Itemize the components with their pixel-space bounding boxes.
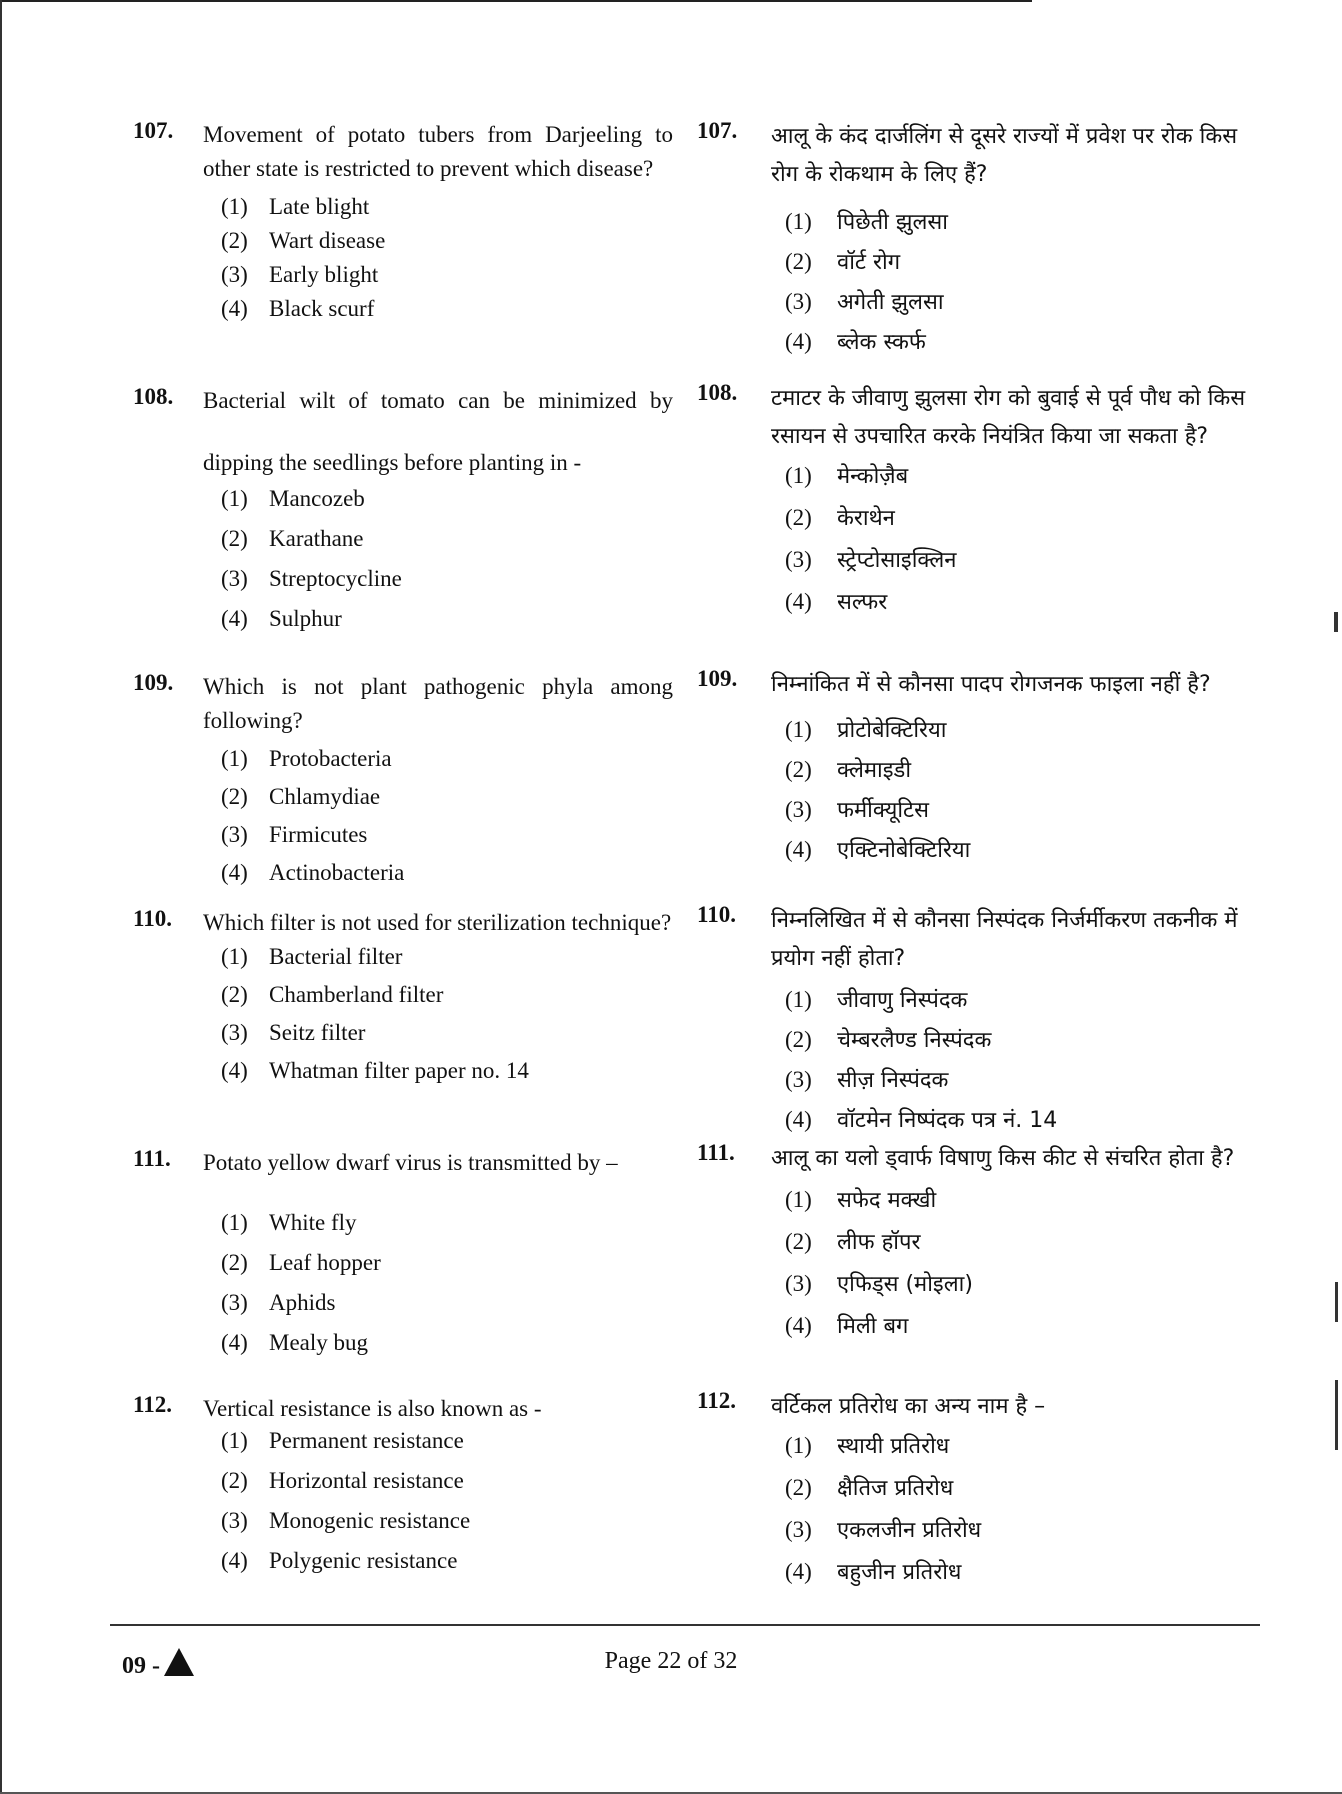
option-2: (2) चेम्बरलैण्ड निस्पंदक — [785, 1027, 992, 1053]
question-text: निम्नांकित में से कौनसा पादप रोगजनक फाइला नहीं है? — [771, 672, 1211, 697]
option-1: (1) White fly — [221, 1210, 357, 1235]
option-4: (4) Whatman filter paper no. 14 — [221, 1058, 529, 1083]
option-4: (4) मिली बग — [785, 1313, 909, 1339]
option-1: (1) स्थायी प्रतिरोध — [785, 1433, 950, 1459]
option-1: (1) Mancozeb — [221, 486, 365, 511]
option-1: (1) Bacterial filter — [221, 944, 403, 969]
option-3: (3) एफिड्स (मोइला) — [785, 1271, 973, 1297]
scan-margin-mark — [1335, 1380, 1338, 1450]
question-text: Vertical resistance is also known as - — [203, 1396, 542, 1421]
option-3: (3) अगेती झुलसा — [785, 289, 944, 315]
question-number: 111. — [133, 1146, 171, 1171]
page-left-border — [0, 0, 2, 1794]
question-111-en — [133, 1146, 693, 1355]
question-number: 108. — [697, 380, 738, 405]
option-3: (3) Firmicutes — [221, 822, 368, 847]
option-3: (3) Monogenic resistance — [221, 1508, 471, 1533]
question-number: 111. — [697, 1140, 735, 1165]
option-3: (3) स्ट्रेप्टोसाइक्लिन — [785, 547, 957, 573]
question-number: 108. — [133, 384, 174, 409]
option-3: (3) Seitz filter — [221, 1020, 366, 1045]
question-109-hi — [697, 666, 1247, 863]
question-number: 109. — [697, 666, 738, 691]
question-112-en — [133, 1392, 693, 1573]
option-4: (4) Actinobacteria — [221, 860, 405, 885]
option-3: (3) Streptocycline — [221, 566, 402, 591]
option-4: (4) Sulphur — [221, 606, 342, 631]
page-number: Page 22 of 32 — [604, 1648, 738, 1674]
option-2: (2) Horizontal resistance — [221, 1468, 464, 1493]
question-111-hi — [697, 1140, 1247, 1339]
option-2: (2) Leaf hopper — [221, 1250, 381, 1275]
option-4: (4) Polygenic resistance — [221, 1548, 458, 1573]
question-text: आलू के कंद दार्जलिंग से दूसरे राज्यों में प्रवेश पर रोक किस रोग के रोकथाम के लिए हैं? — [771, 124, 1238, 187]
question-108-hi — [697, 380, 1247, 615]
option-1: (1) मेन्कोज़ैब — [785, 463, 909, 489]
question-number: 112. — [133, 1392, 172, 1417]
option-2: (2) Wart disease — [221, 228, 386, 253]
question-text: टमाटर के जीवाणु झुलसा रोग को बुवाई से पूर्व पौध को किस रसायन से उपचारित करके नियंत्रित किया जा सकता है? — [771, 386, 1246, 449]
question-number: 110. — [133, 906, 172, 931]
option-4: (4) वॉटमेन निष्पंदक पत्र नं. 14 — [785, 1107, 1058, 1133]
option-3: (3) Aphids — [221, 1290, 336, 1315]
option-2: (2) केराथेन — [785, 505, 895, 531]
question-number: 109. — [133, 670, 174, 695]
option-4: (4) Black scurf — [221, 296, 375, 321]
option-1: (1) सफेद मक्खी — [785, 1187, 937, 1213]
option-4: (4) बहुजीन प्रतिरोध — [785, 1559, 962, 1585]
option-2: (2) क्लेमाइडी — [785, 757, 912, 783]
page-top-border — [0, 0, 1032, 2]
question-number: 107. — [697, 118, 738, 143]
option-3: (3) सीज़ निस्पंदक — [785, 1067, 949, 1093]
question-text: Which is not plant pathogenic phyla among following? — [203, 674, 673, 733]
footer-rule — [110, 1624, 1260, 1626]
question-number: 107. — [133, 118, 174, 143]
option-1: (1) जीवाणु निस्पंदक — [785, 987, 968, 1013]
option-4: (4) सल्फर — [785, 589, 888, 615]
question-112-hi — [697, 1388, 1247, 1585]
question-text: Which filter is not used for sterilization technique? — [203, 910, 672, 935]
option-4: (4) एक्टिनोबेक्टिरिया — [785, 837, 971, 863]
question-107-hi — [697, 118, 1247, 355]
question-number: 110. — [697, 902, 736, 927]
option-3: (3) Early blight — [221, 262, 379, 287]
question-109-en — [133, 670, 693, 885]
option-1: (1) Late blight — [221, 194, 370, 219]
option-2: (2) Karathane — [221, 526, 364, 551]
scan-margin-mark — [1335, 1282, 1338, 1322]
question-108-en — [133, 384, 693, 631]
question-text: Bacterial wilt of tomato can be minimized by dipping the seedlings before planting in - — [203, 388, 673, 475]
option-4: (4) ब्लेक स्कर्फ — [785, 329, 926, 355]
option-1: (1) Protobacteria — [221, 746, 392, 771]
question-text: वर्टिकल प्रतिरोध का अन्य नाम है – — [771, 1394, 1046, 1419]
option-4: (4) Mealy bug — [221, 1330, 369, 1355]
option-2: (2) Chlamydiae — [221, 784, 381, 809]
booklet-code: 09 - — [122, 1648, 194, 1680]
question-110-hi — [697, 902, 1247, 1133]
question-text: Movement of potato tubers from Darjeeling to other state is restricted to prevent which disease? — [203, 122, 673, 181]
option-1: (1) Permanent resistance — [221, 1428, 464, 1453]
option-2: (2) Chamberland filter — [221, 982, 444, 1007]
question-107-en — [133, 118, 693, 321]
question-110-en — [133, 906, 693, 1083]
option-3: (3) एकलजीन प्रतिरोध — [785, 1517, 982, 1543]
option-1: (1) पिछेती झुलसा — [785, 209, 948, 235]
scan-margin-mark — [1334, 612, 1338, 632]
question-text: Potato yellow dwarf virus is transmitted by – — [203, 1150, 618, 1175]
question-text: निम्नलिखित में से कौनसा निस्पंदक निर्जर्मीकरण तकनीक में प्रयोग नहीं होता? — [771, 908, 1238, 971]
option-2: (2) क्षैतिज प्रतिरोध — [785, 1475, 954, 1501]
option-2: (2) लीफ हॉपर — [785, 1229, 921, 1255]
option-2: (2) वॉर्ट रोग — [785, 249, 901, 275]
option-1: (1) प्रोटोबेक्टिरिया — [785, 717, 947, 743]
option-3: (3) फर्मीक्यूटिस — [785, 797, 930, 823]
question-text: आलू का यलो ड्वार्फ विषाणु किस कीट से संचरित होता है? — [771, 1146, 1235, 1171]
question-number: 112. — [697, 1388, 736, 1413]
